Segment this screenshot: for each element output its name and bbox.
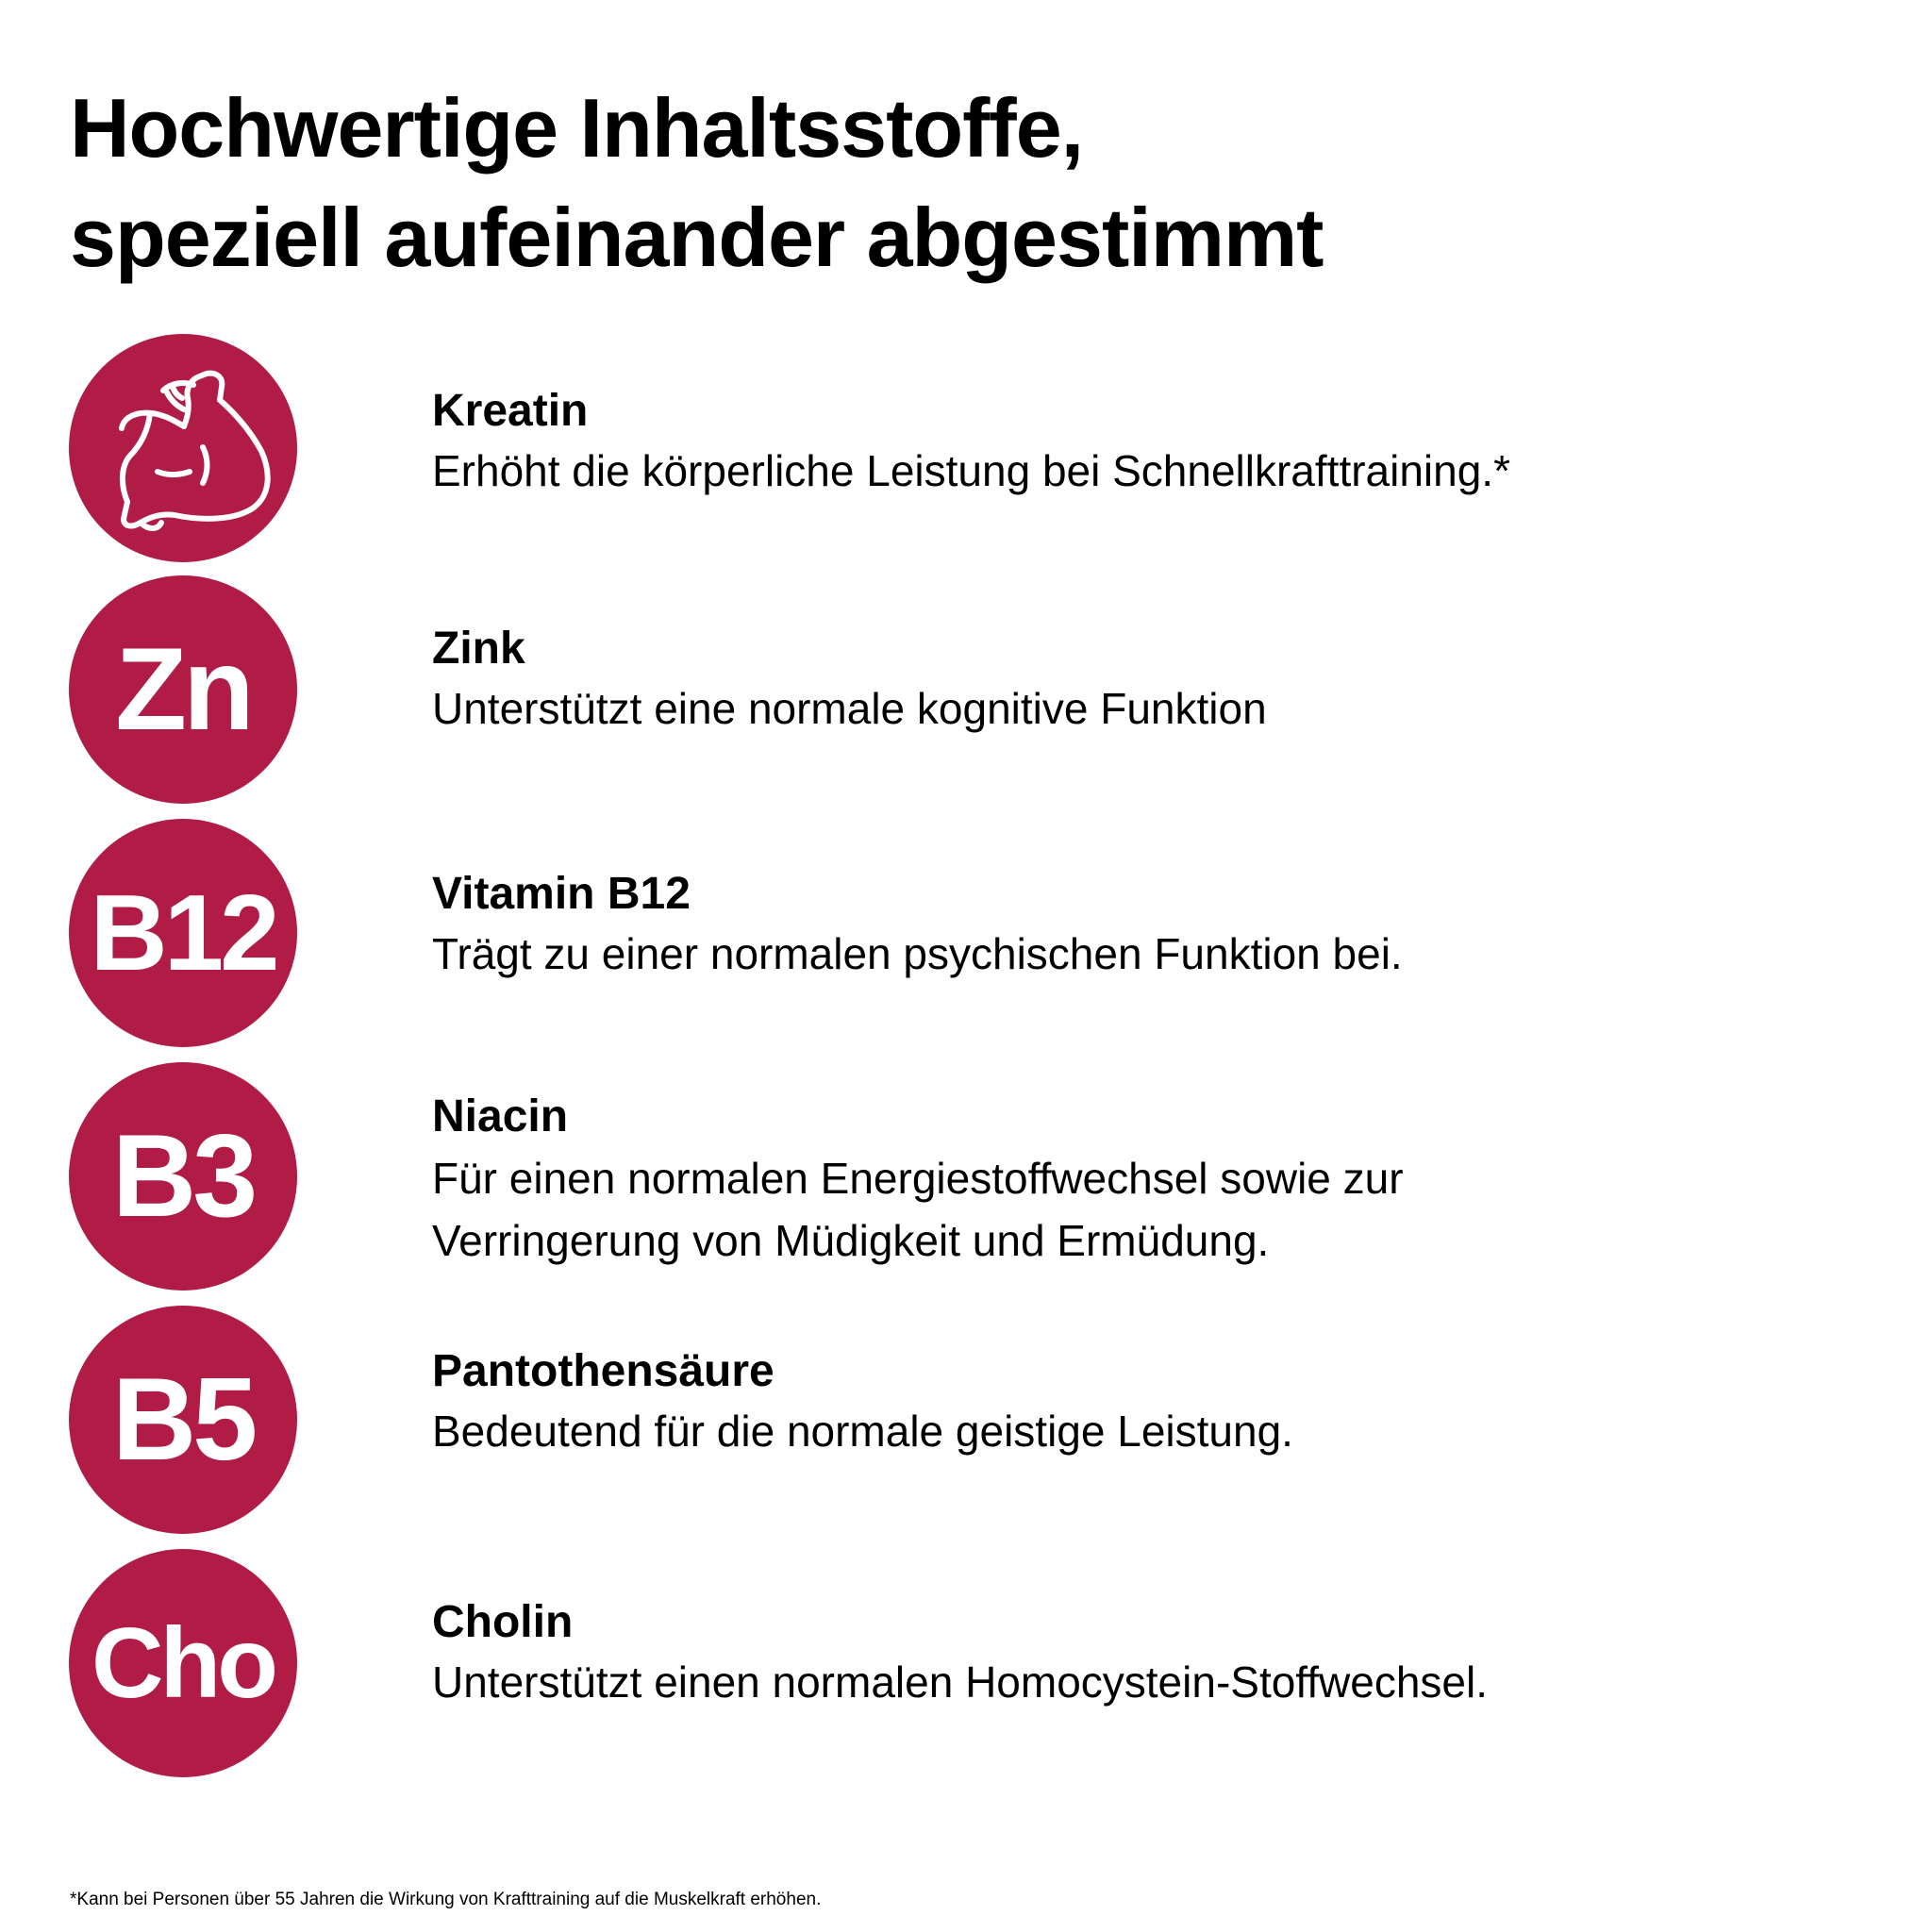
zink-name: Zink [432,624,525,674]
b12-symbol: B12 [90,873,276,993]
cholin-badge [69,1549,297,1777]
vitamin-b12-name: Vitamin B12 [432,869,691,919]
cholin-name: Cholin [432,1597,574,1647]
zink-description: Unterstützt eine normale kognitive Funktion [432,684,1267,733]
zink-symbol: Zn [115,625,251,755]
b5-symbol: B5 [111,1355,255,1485]
niacin-description: Für einen normalen Energiestoffwechsel sowie zur Verringerung von Müdigkeit und Ermüdung. [432,1154,1404,1265]
b12-badge [69,819,297,1047]
niacin-name: Niacin [432,1091,569,1141]
b3-badge [69,1062,297,1291]
flexed-arm-icon [69,334,297,562]
headline-line-2: speziell aufeinander abgestimmt [70,191,1324,284]
kreatin-name: Kreatin [432,386,589,436]
zink-badge [69,575,297,804]
cholin-description: Unterstützt einen normalen Homocystein-Stoffwechsel. [432,1657,1489,1707]
footnote: *Kann bei Personen über 55 Jahren die Wirkung von Krafttraining auf die Muskelkraft erhöhen. [70,1890,822,1909]
cholin-symbol: Cho [91,1607,275,1719]
pantothensaeure-description: Bedeutend für die normale geistige Leistung. [432,1407,1293,1456]
headline [70,74,1324,292]
b5-badge [69,1306,297,1534]
kreatin-description: Erhöht die körperliche Leistung bei Schnellkrafttraining.* [432,446,1510,495]
vitamin-b12-description: Trägt zu einer normalen psychischen Funktion bei. [432,929,1403,978]
pantothensaeure-name: Pantothensäure [432,1346,774,1396]
b3-symbol: B3 [111,1111,255,1241]
kreatin-badge [69,334,297,562]
headline-line-1: Hochwertige Inhaltsstoffe, [70,81,1084,175]
